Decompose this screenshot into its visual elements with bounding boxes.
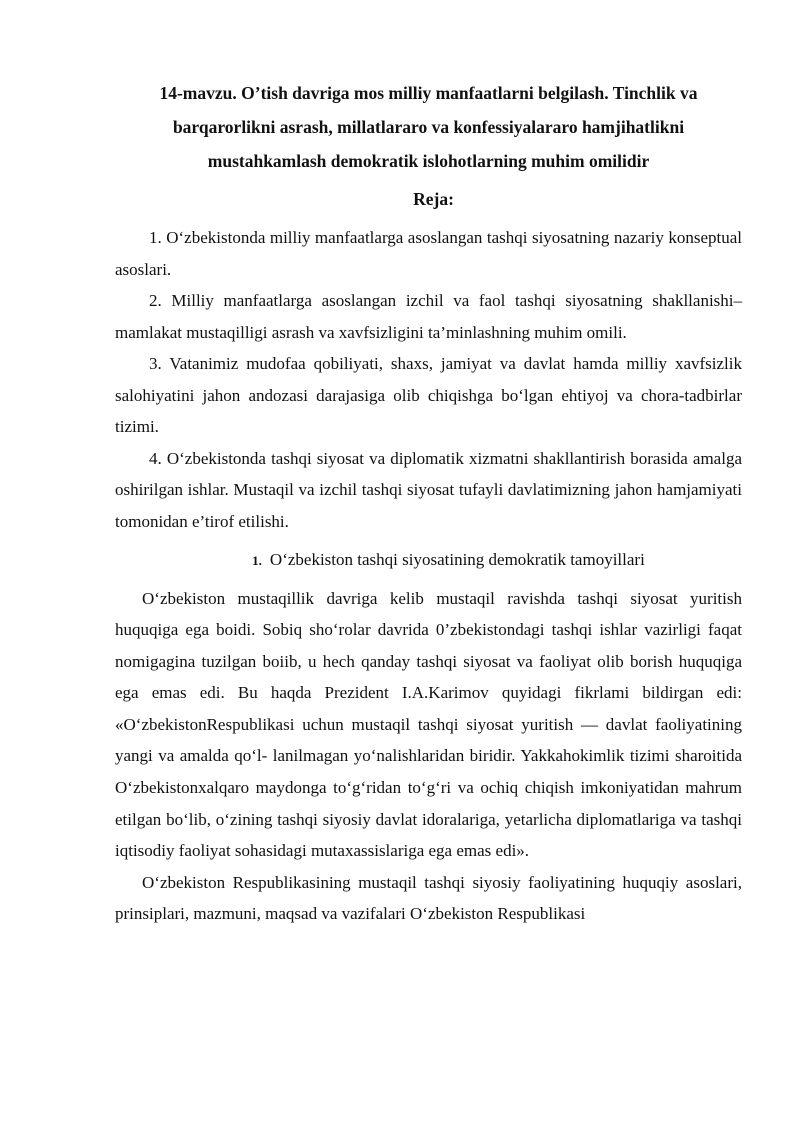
section-number: 1.: [252, 553, 262, 568]
plan-item: [115, 443, 742, 538]
plan-item-text: Vatanimiz mudofaa qobiliyati, shaxs, jamiyat va davlat hamda milliy xavfsizlik salohiyatini jahon andozasi darajasiga olib chiqishga bo‘lgan ehtiyoj va chora-tadbirlar tizimi.: [115, 354, 742, 436]
plan-item-text: O‘zbekistonda milliy manfaatlarga asoslangan tashqi siyosatning nazariy konseptual asoslari.: [115, 228, 743, 279]
section-heading: [115, 544, 742, 577]
document-page: [115, 76, 742, 930]
plan-item-number: 4.: [149, 448, 162, 468]
plan-item: [115, 285, 742, 348]
plan-heading: Reja:: [413, 189, 454, 209]
plan-item-text: O‘zbekistonda tashqi siyosat va diplomatik xizmatni shakllantirish borasida amalga oshirilgan ishlar. Mustaqil va izchil tashqi siyosat tufayli davlatimizning jahon hamjamiyati tomonidan e’tirof etilishi.: [115, 448, 742, 531]
section-heading-text: O‘zbekiston tashqi siyosatining demokratik tamoyillari: [269, 550, 645, 569]
plan-item-text: Milliy manfaatlarga asoslangan izchil va faol tashqi siyosatning shakllanishi–mamlakat mustaqilligi asrash va xavfsizligini ta’minlashning muhim omili.: [115, 291, 743, 342]
body-paragraph: O‘zbekiston mustaqillik davriga kelib mustaqil ravishda tashqi siyosat yuritish huquqiga ega boidi. Sobiq sho‘rolar davrida 0’zbekistondagi tashqi ishlar vazirligi faqat nomigagina tuzilgan boiib, u hech qanday tashqi siyosat va faoliyat olib borish huquqiga ega emas edi. Bu haqda Prezident I.A.Karimov quyidagi fikrlami bildirgan edi: «O‘zbekistonRespublikasi uchun mustaqil tashqi siyosat yuritish — davlat faoliyatining yangi va amalda qo‘l- lanilmagan yo‘nalishlaridan biridir. Yakkahokimlik tizimi sharoitida O‘zbekistonxalqaro maydonga to‘g‘ridan to‘g‘ri va ochiq chiqish imkoniyatidan mahrum etilgan bo‘lib, o‘zining tashqi siyosiy davlat idoralariga, yetarlicha diplomatlariga va tashqi iqtisodiy faoliyat sohasidagi mutaxassislariga ega emas edi».: [115, 588, 742, 861]
body-paragraph: O‘zbekiston Respublikasining mustaqil tashqi siyosiy faoliyatining huquqiy asoslari, prinsiplari, mazmuni, maqsad va vazifalari O‘zbekiston Respublikasi: [115, 872, 742, 924]
plan-item-number: 2.: [149, 291, 162, 310]
plan-item-number: 1.: [149, 228, 162, 247]
plan-item-number: 3.: [149, 354, 162, 373]
document-title: 14-mavzu. O’tish davriga mos milliy manfaatlarni belgilash. Tinchlik va barqarorlikni asrash, millatlararo va konfessiyalararo hamjihatlikni mustahkamlash demokratik islohotlarning muhim omilidir: [159, 83, 698, 171]
plan-item: [115, 222, 742, 285]
plan-item: [115, 348, 742, 443]
